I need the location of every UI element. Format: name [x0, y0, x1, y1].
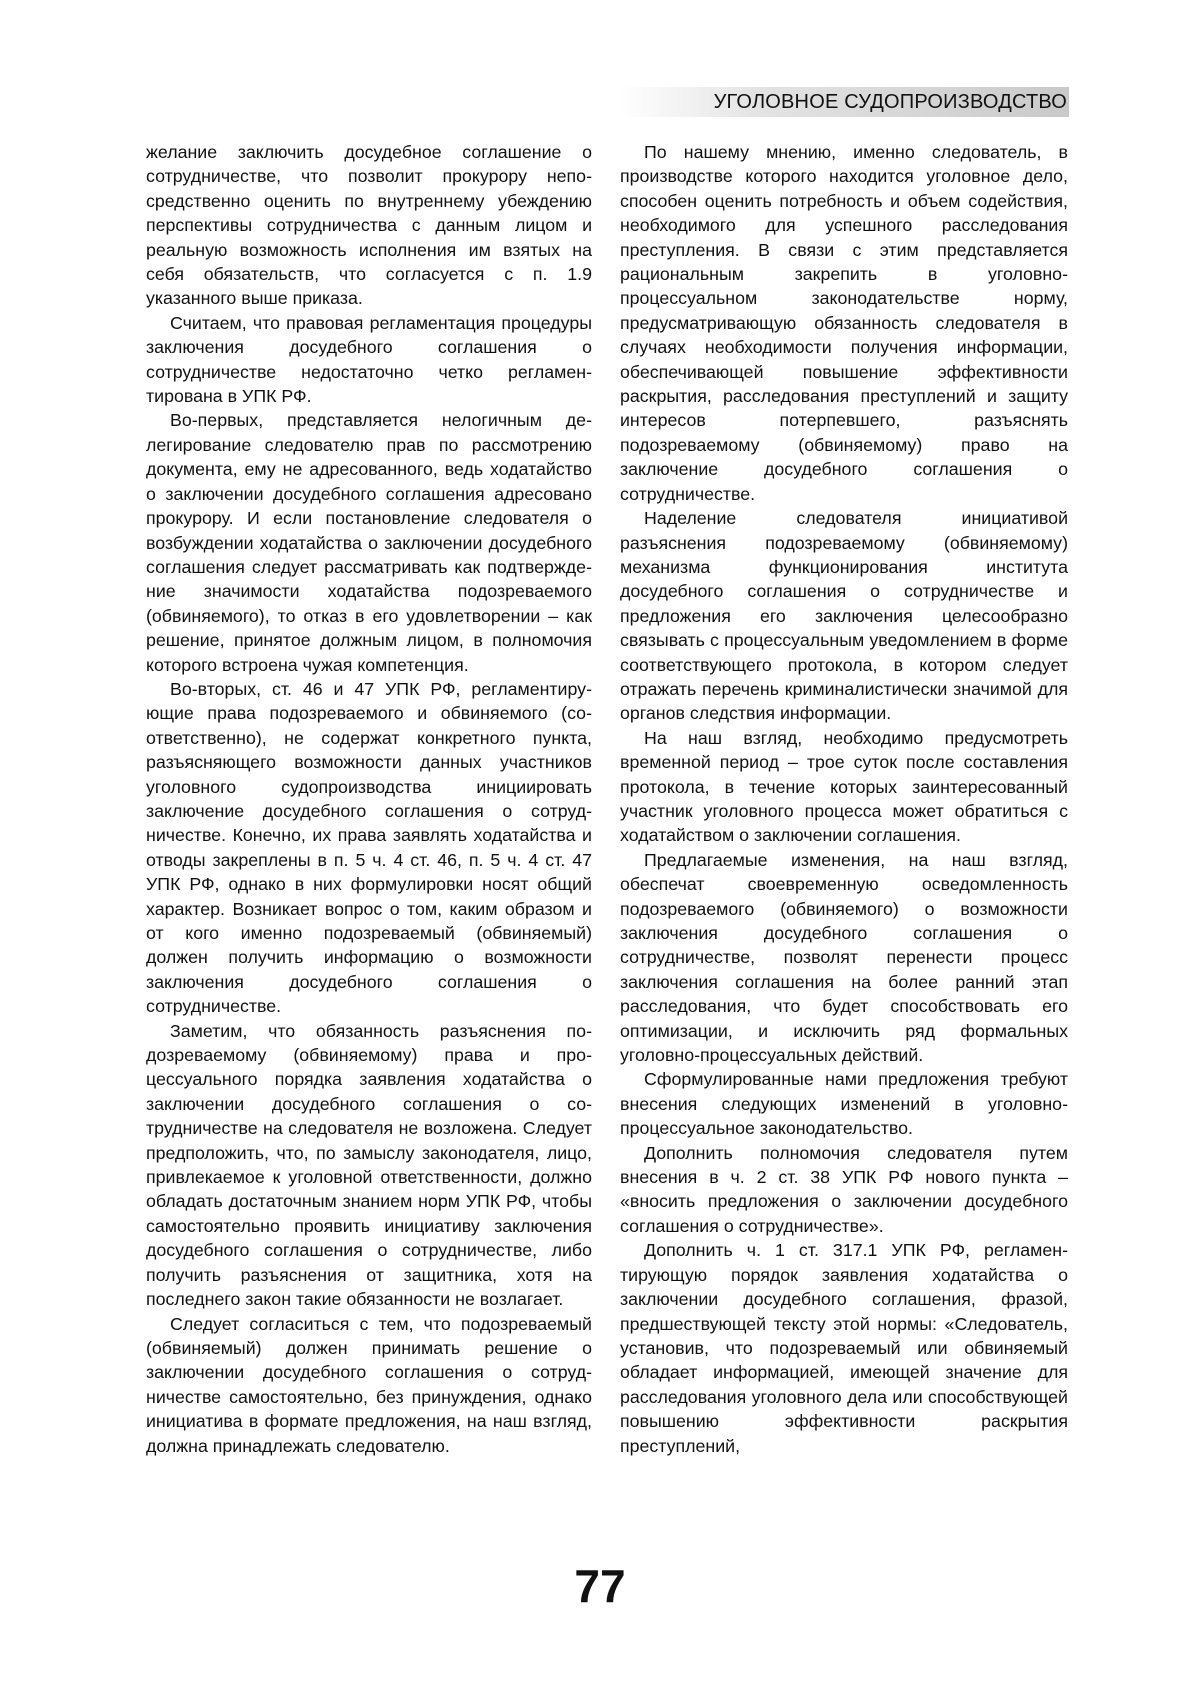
paragraph: Следует согласиться с тем, что подозреваемый (обвиняемый) должен принимать решение о заключении досудебного соглашения о сотрудничестве самостоятельно, без принуждения, однако инициатива в формате предложения, на наш взгляд, должна принадлежать следователю.: [146, 1313, 592, 1456]
right-column: [620, 140, 1068, 1458]
paragraph: Во-первых, представляется нелогичным делегирование следователю прав по рассмотрению документа, ему не адресованного, ведь ходатайство о заключении досудебного соглашения адресовано прокурору. И если постановление следователя о возбуждении ходатайства о заключении досудебного соглашения следует рассматривать как подтверждение значимости ходатайства подозреваемого (обвиняемого), то отказ в его удовлетворении – как решение, принятое должным лицом, в полномочия которого встроена чужая компетенция.: [146, 410, 592, 675]
paragraph: По нашему мнению, именно следователь, в производстве которого находится уголовное дело, способен оценить потребность и объем содействия, необходимого для успешного расследования преступления. В связи с этим представляется рациональным закрепить в уголовно-процессуальном законодательстве норму, предусматривающую обязанность следователя в случаях необходимости получения информации, обеспечивающей повышение эффективности раскрытия, расследования преступлений и защиту интересов потерпевшего, разъяснять подозреваемому (обвиняемому) право на заключение досудебного соглашения о сотрудничестве.: [620, 142, 1068, 504]
paragraph: Дополнить ч. 1 ст. 317.1 УПК РФ, регламентирующую порядок заявления ходатайства о заключении досудебного соглашения, фразой, предшествующей тексту этой нормы: «Следователь, установив, что подозреваемый или обвиняемый обладает информацией, имеющей значение для расследования уголовного дела или способствующей повышению эффективности раскрытия преступлений,: [620, 1240, 1068, 1456]
paragraph: Дополнить полномочия следователя путем внесения в ч. 2 ст. 38 УПК РФ нового пункта – «вносить предложения о заключении досудебного соглашения о сотрудничестве».: [620, 1142, 1068, 1236]
page-number: 77: [574, 1560, 626, 1612]
paragraph: На наш взгляд, необходимо предусмотреть временной период – трое суток после составления протокола, в течение которых заинтересованный участник уголовного процесса может обратиться с ходатайством о заключении соглашения.: [620, 727, 1068, 846]
paragraph: Предлагаемые изменения, на наш взгляд, обеспечат своевременную осведомленность подозреваемого (обвиняемого) о возможности заключения досудебного соглашения о сотрудничестве, позволят перенести процесс заключения соглашения на более ранний этап расследования, что будет способствовать его оптимизации, и исключить ряд формальных уголовно-процессуальных действий.: [620, 849, 1068, 1066]
paragraph: Во-вторых, ст. 46 и 47 УПК РФ, регламентирующие права подозреваемого и обвиняемого (соответственно), не содержат конкретного пункта, разъясняющего возможности данных участников уголовного судопроизводства инициировать заключение досудебного соглашения о сотрудничестве. Конечно, их права заявлять ходатайства и отводы закреплены в п. 5 ч. 4 ст. 46, п. 5 ч. 4 ст. 47 УПК РФ, однако в них формулировки носят общий характер. Возникает вопрос о том, каким образом и от кого именно подозреваемый (обвиняемый) должен получить информацию о возможности заключения досудебного соглашения о сотрудничестве.: [146, 678, 592, 1017]
paragraph: Считаем, что правовая регламентация процедуры заключения досудебного соглашения о сотрудничестве недостаточно четко регламентирована в УПК РФ.: [146, 312, 592, 407]
paragraph: Наделение следователя инициативой разъяснения подозреваемому (обвиняемому) механизма функционирования института досудебного соглашения о сотрудничестве и предложения его заключения целесообразно связывать с процессуальным уведомлением в форме соответствующего протокола, в котором следует отражать перечень криминалистически значимой для органов следствия информации.: [620, 508, 1068, 724]
paragraph: Сформулированные нами предложения требуют внесения следующих изменений в уголовно-процессуальное законодательство.: [620, 1069, 1068, 1139]
running-header: УГОЛОВНОЕ СУДОПРОИЗВОДСТВО: [713, 91, 1067, 113]
paragraph: желание заключить досудебное соглашение о сотрудничестве, что позволит прокурору непосредственно оценить по внутреннему убеждению перспективы сотрудничества с данным лицом и реальную возможность исполнения им взятых на себя обязательств, что согласуется с п. 1.9 указанного выше приказа.: [146, 142, 592, 309]
left-column: [146, 140, 592, 1458]
paragraph: Заметим, что обязанность разъяснения подозреваемому (обвиняемому) права и процессуального порядка заявления ходатайства о заключении досудебного соглашения о сотрудничестве на следователя не возложена. Следует предположить, что, по замыслу законодателя, лицо, привлекаемое к уголовной ответственности, должно обладать достаточным знанием норм УПК РФ, чтобы самостоятельно проявить инициативу заключения досудебного соглашения о сотрудничестве, либо получить разъяснения от защитника, хотя на последнего закон такие обязанности не возлагает.: [146, 1020, 592, 1310]
